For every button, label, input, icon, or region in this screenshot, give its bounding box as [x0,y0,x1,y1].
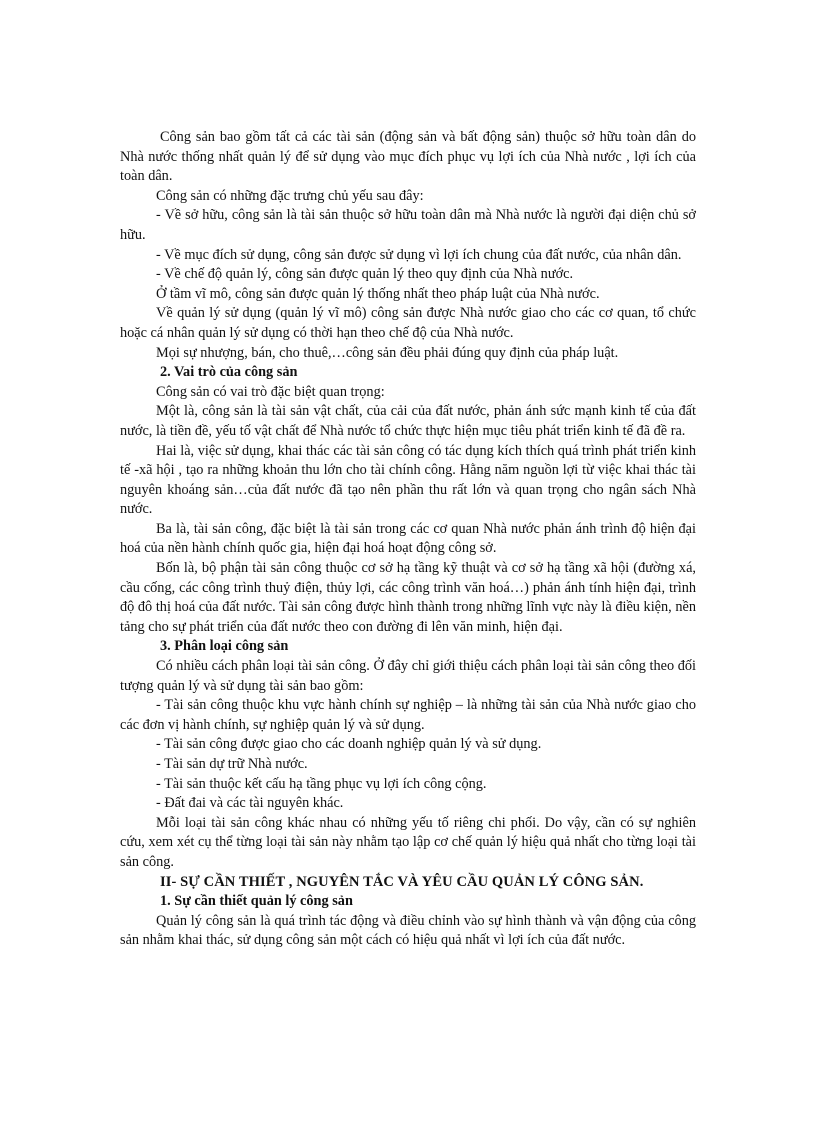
section-heading: 3. Phân loại công sản [160,638,289,655]
document-page [120,128,696,951]
paragraph: Mỗi loại tài sản công khác nhau có những yếu tố riêng chi phối. Do vậy, cần có sự nghiên cứu, xem xét cụ thể từng loại tài sản này nhằm tạo lập cơ chế quản lý hiệu quả nhất cho từng loại tài sản công. [120,814,696,870]
paragraph: - Về chế độ quản lý, công sản được quản lý theo quy định của Nhà nước. [156,266,574,283]
paragraph: - Tài sản công thuộc khu vực hành chính sự nghiệp – là những tài sản của Nhà nước giao cho các đơn vị hành chính, sự nghiệp quản lý và sử dụng. [120,697,696,733]
paragraph: - Về mục đích sử dụng, công sản được sử dụng vì lợi ích chung của đất nước, của nhân dân. [156,246,682,263]
section-heading: 2. Vai trò của công sản [160,364,298,381]
section-heading: 1. Sự cần thiết quản lý công sản [160,893,353,910]
paragraph: - Tài sản thuộc kết cấu hạ tầng phục vụ lợi ích công cộng. [156,775,487,792]
paragraph: Bốn là, bộ phận tài sản công thuộc cơ sở hạ tầng kỹ thuật và cơ sở hạ tầng xã hội (đường xá, cầu cống, các công trình thuỷ điện, thủy lợi, các công trình văn hoá…) phản ánh tính hiện đại, trình độ đô thị hoá của đất nước. Tài sản công được hình thành trong những lĩnh vực này là điều kiện, nền tảng cho sự phát triển của đất nước theo con đường đi lên văn minh, hiện đại. [120,560,696,635]
paragraph: Công sản bao gồm tất cả các tài sản (động sản và bất động sản) thuộc sở hữu toàn dân do Nhà nước thống nhất quản lý để sử dụng vào mục đích phục vụ lợi ích của Nhà nước , lợi ích của toàn dân. [120,129,696,185]
paragraph: - Tài sản dự trữ Nhà nước. [156,756,308,772]
paragraph: Về quản lý sử dụng (quản lý vĩ mô) công sản được Nhà nước giao cho các cơ quan, tổ chức hoặc cá nhân quản lý sử dụng có thời hạn theo chế độ của Nhà nước. [120,305,696,341]
paragraph: - Về sở hữu, công sản là tài sản thuộc sở hữu toàn dân mà Nhà nước là người đại diện chủ sở hữu. [120,207,696,243]
paragraph: - Đất đai và các tài nguyên khác. [156,795,344,812]
paragraph: Một là, công sản là tài sản vật chất, của cải của đất nước, phản ánh sức mạnh kinh tế của đất nước, là tiền đề, yếu tố vật chất để Nhà nước tổ chức thực hiện mục tiêu phát triển kinh tế đã đề ra. [120,403,696,439]
paragraph: Ở tầm vĩ mô, công sản được quản lý thống nhất theo pháp luật của Nhà nước. [156,285,600,302]
paragraph: Mọi sự nhượng, bán, cho thuê,…công sản đều phải đúng quy định của pháp luật. [156,344,619,361]
paragraph: Quản lý công sản là quá trình tác động và điều chỉnh vào sự hình thành và vận động của công sản nhằm khai thác, sử dụng công sản một cách có hiệu quả nhất vì lợi ích của đất nước. [120,912,696,949]
paragraph: Có nhiều cách phân loại tài sản công. Ở đây chỉ giới thiệu cách phân loại tài sản công theo đối tượng quản lý và sử dụng tài sản bao gồm: [120,658,696,694]
paragraph: Hai là, việc sử dụng, khai thác các tài sản công có tác dụng kích thích quá trình phát triển kinh tế -xã hội , tạo ra những khoản thu lớn cho tài chính công. Hằng năm nguồn lợi từ việc khai thác tài nguyên khoáng sản…của đất nước đã tạo nên phần thu rất lớn và quan trọng cho ngân sách Nhà nước. [120,442,696,518]
paragraph: Ba là, tài sản công, đặc biệt là tài sản trong các cơ quan Nhà nước phản ánh trình độ hiện đại hoá của nền hành chính quốc gia, hiện đại hoá hoạt động công sở. [120,520,696,557]
chapter-heading: II- SỰ CẦN THIẾT , NGUYÊN TẮC VÀ YÊU CẦU QUẢN LÝ CÔNG SẢN. [160,873,644,890]
paragraph: - Tài sản công được giao cho các doanh nghiệp quản lý và sử dụng. [156,736,542,753]
paragraph: Công sản có vai trò đặc biệt quan trọng: [156,383,385,400]
paragraph: Công sản có những đặc trưng chủ yếu sau đây: [156,187,424,204]
